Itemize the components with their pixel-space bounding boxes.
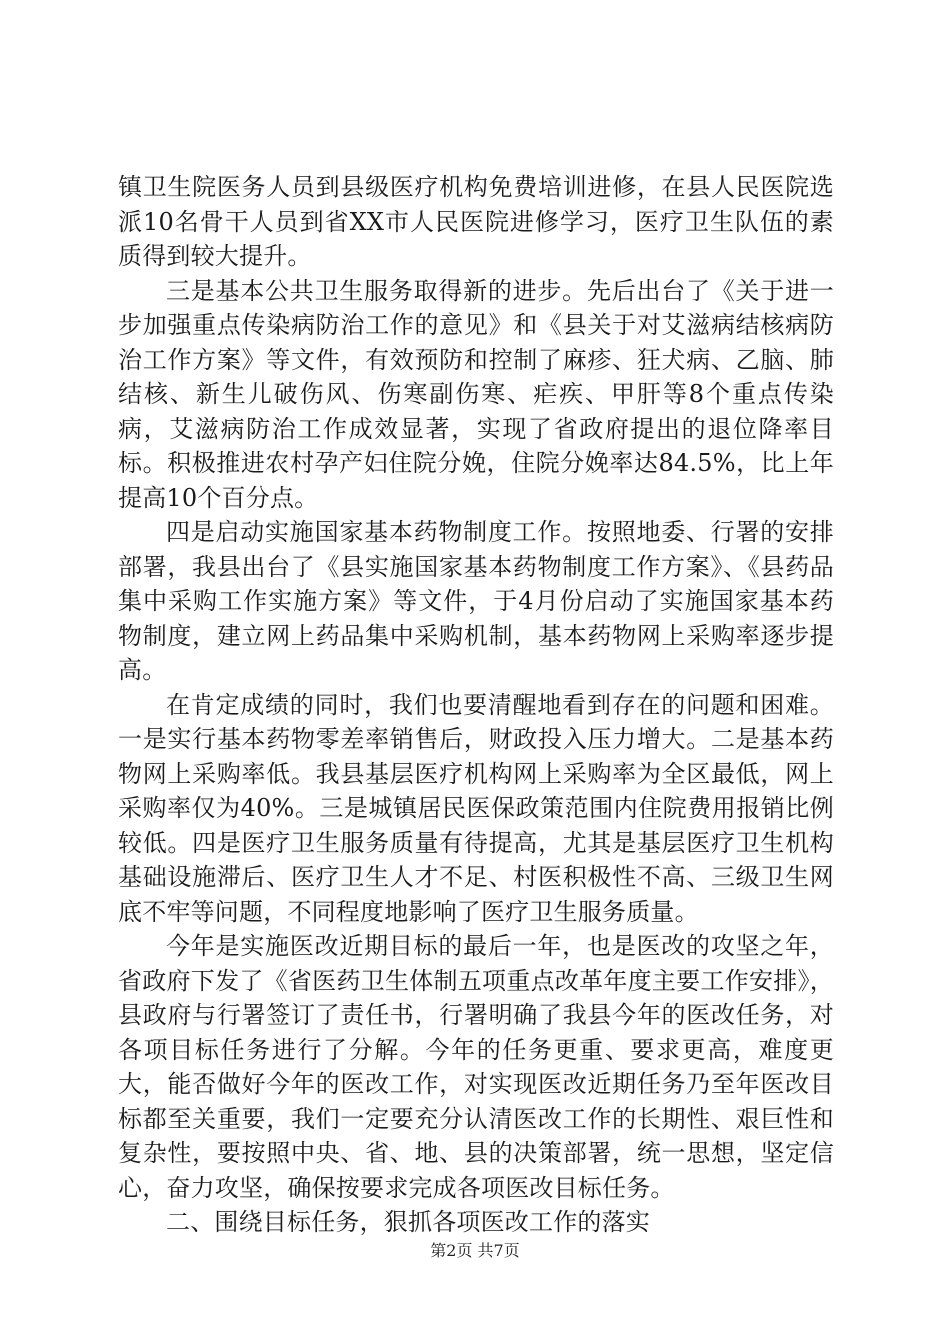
page-number-footer: 第2页 共7页 bbox=[430, 1241, 520, 1260]
paragraph-training: 镇卫生院医务人员到县级医疗机构免费培训进修，在县人民医院选派10名骨干人员到省XX市人民医院进修学习，医疗卫生队伍的素质得到较大提升。 bbox=[118, 173, 834, 270]
paragraph-this-year: 今年是实施医改近期目标的最后一年，也是医改的攻坚之年，省政府下发了《省医药卫生体制五项重点改革年度主要工作安排》，县政府与行署签订了责任书，行署明确了我县今年的医改任务，对各项目标任务进行了分解。今年的任务更重、要求更高，难度更大，能否做好今年的医改工作，对实现医改近期任务乃至年医改目标都至关重要，我们一定要充分认清医改工作的长期性、艰巨性和复杂性，要按照中央、省、地、县的决策部署，统一思想，坚定信心，奋力攻坚，确保按要求完成各项医改目标任务。 bbox=[118, 932, 834, 1202]
paragraph-essential-drugs: 四是启动实施国家基本药物制度工作。按照地委、行署的安排部署，我县出台了《县实施国家基本药物制度工作方案》、《县药品集中采购工作实施方案》等文件，于4月份启动了实施国家基本药物制度，建立网上药品集中采购机制，基本药物网上采购率逐步提高。 bbox=[118, 518, 834, 684]
paragraph-public-health: 三是基本公共卫生服务取得新的进步。先后出台了《关于进一步加强重点传染病防治工作的意见》和《县关于对艾滋病结核病防治工作方案》等文件，有效预防和控制了麻疹、狂犬病、乙脑、肺结核、新生儿破伤风、伤寒副伤寒、疟疾、甲肝等8个重点传染病，艾滋病防治工作成效显著，实现了省政府提出的退位降率目标。积极推进农村孕产妇住院分娩，住院分娩率达84.5%，比上年提高10个百分点。 bbox=[118, 276, 834, 512]
section-heading-two: 二、围绕目标任务，狠抓各项医改工作的落实 bbox=[166, 1208, 650, 1236]
document-body bbox=[118, 170, 834, 1240]
paragraph-problems: 在肯定成绩的同时，我们也要清醒地看到存在的问题和困难。一是实行基本药物零差率销售后，财政投入压力增大。二是基本药物网上采购率低。我县基层医疗机构网上采购率为全区最低，网上采购率仅为40%。三是城镇居民医保政策范围内住院费用报销比例较低。四是医疗卫生服务质量有待提高，尤其是基层医疗卫生机构基础设施滞后、医疗卫生人才不足、村医积极性不高、三级卫生网底不牢等问题，不同程度地影响了医疗卫生服务质量。 bbox=[118, 690, 834, 926]
